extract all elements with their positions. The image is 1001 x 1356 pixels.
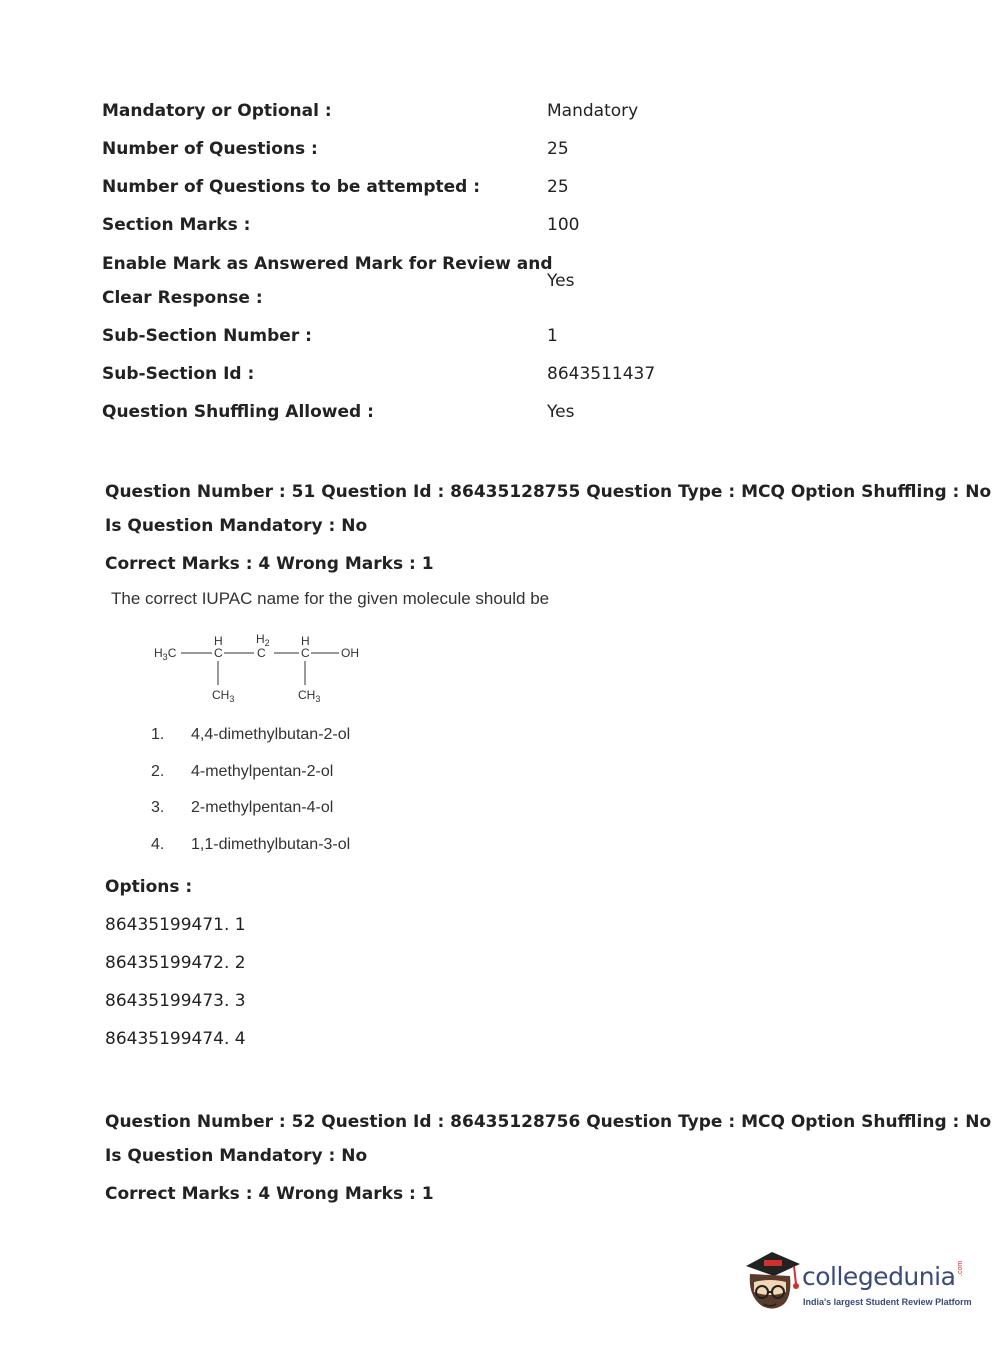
info-label-enable-mark-line2: Clear Response :: [102, 288, 263, 308]
q51-marks: Correct Marks : 4 Wrong Marks : 1: [105, 554, 434, 574]
mol-oh: OH: [341, 646, 359, 660]
info-label-num-questions: Number of Questions :: [102, 139, 318, 159]
info-value-subsection-id: 8643511437: [547, 364, 656, 384]
mol-h-1: H: [214, 634, 223, 648]
info-label-shuffling: Question Shuffling Allowed :: [102, 402, 374, 422]
info-value-enable-mark: Yes: [547, 271, 575, 291]
q52-header: Question Number : 52 Question Id : 86435128756 Question Type : MCQ Option Shuffling : No: [105, 1112, 992, 1132]
info-label-enable-mark-line1: Enable Mark as Answered Mark for Review and: [102, 254, 553, 274]
q52-marks: Correct Marks : 4 Wrong Marks : 1: [105, 1184, 434, 1204]
mol-c-3: C: [301, 646, 310, 660]
info-value-shuffling: Yes: [547, 402, 575, 422]
choice-3-number: 3.: [151, 799, 165, 816]
info-value-subsection-number: 1: [547, 326, 558, 346]
choice-1-text: 4,4-dimethylbutan-2-ol: [191, 726, 351, 743]
molecule-structure: [148, 628, 388, 708]
option-id-1: 86435199471. 1: [105, 915, 246, 935]
mol-ch3-b: $CH_3$: [298, 688, 321, 704]
q51-header: Question Number : 51 Question Id : 86435128755 Question Type : MCQ Option Shuffling : No: [105, 482, 992, 502]
options-label: Options :: [105, 877, 193, 897]
choice-3-text: 2-methylpentan-4-ol: [191, 799, 334, 816]
mol-ch3-a: $CH_3$: [212, 688, 235, 704]
info-label-section-marks: Section Marks :: [102, 215, 251, 235]
mol-h3c: $H_3C$: [154, 646, 177, 662]
brand-name: collegedunia: [802, 1262, 956, 1291]
info-value-mandatory: Mandatory: [547, 101, 639, 121]
choice-2-text: 4-methylpentan-2-ol: [191, 763, 334, 780]
choice-4-number: 4.: [151, 836, 165, 853]
choice-1-number: 1.: [151, 726, 165, 743]
brand-suffix: .com: [957, 1260, 964, 1276]
brand-tagline: India's largest Student Review Platform: [803, 1297, 972, 1307]
q52-mandatory: Is Question Mandatory : No: [105, 1146, 368, 1166]
mol-c-2: C: [257, 646, 266, 660]
q51-mandatory: Is Question Mandatory : No: [105, 516, 368, 536]
option-id-4: 86435199474. 4: [105, 1029, 246, 1049]
info-label-mandatory: Mandatory or Optional :: [102, 101, 332, 121]
q51-stem: The correct IUPAC name for the given molecule should be: [111, 589, 550, 608]
choice-4-text: 1,1-dimethylbutan-3-ol: [191, 836, 351, 853]
info-value-num-questions: 25: [547, 139, 569, 159]
mol-c-1: C: [214, 646, 223, 660]
collegedunia-mascot-icon: [742, 1248, 804, 1318]
mol-h2: $H_2$: [256, 632, 270, 648]
info-label-subsection-number: Sub-Section Number :: [102, 326, 312, 346]
info-value-section-marks: 100: [547, 215, 580, 235]
option-id-3: 86435199473. 3: [105, 991, 246, 1011]
info-label-attempted: Number of Questions to be attempted :: [102, 177, 481, 197]
choice-2-number: 2.: [151, 763, 165, 780]
info-label-subsection-id: Sub-Section Id :: [102, 364, 255, 384]
mol-h-3: H: [301, 634, 310, 648]
option-id-2: 86435199472. 2: [105, 953, 246, 973]
info-value-attempted: 25: [547, 177, 569, 197]
